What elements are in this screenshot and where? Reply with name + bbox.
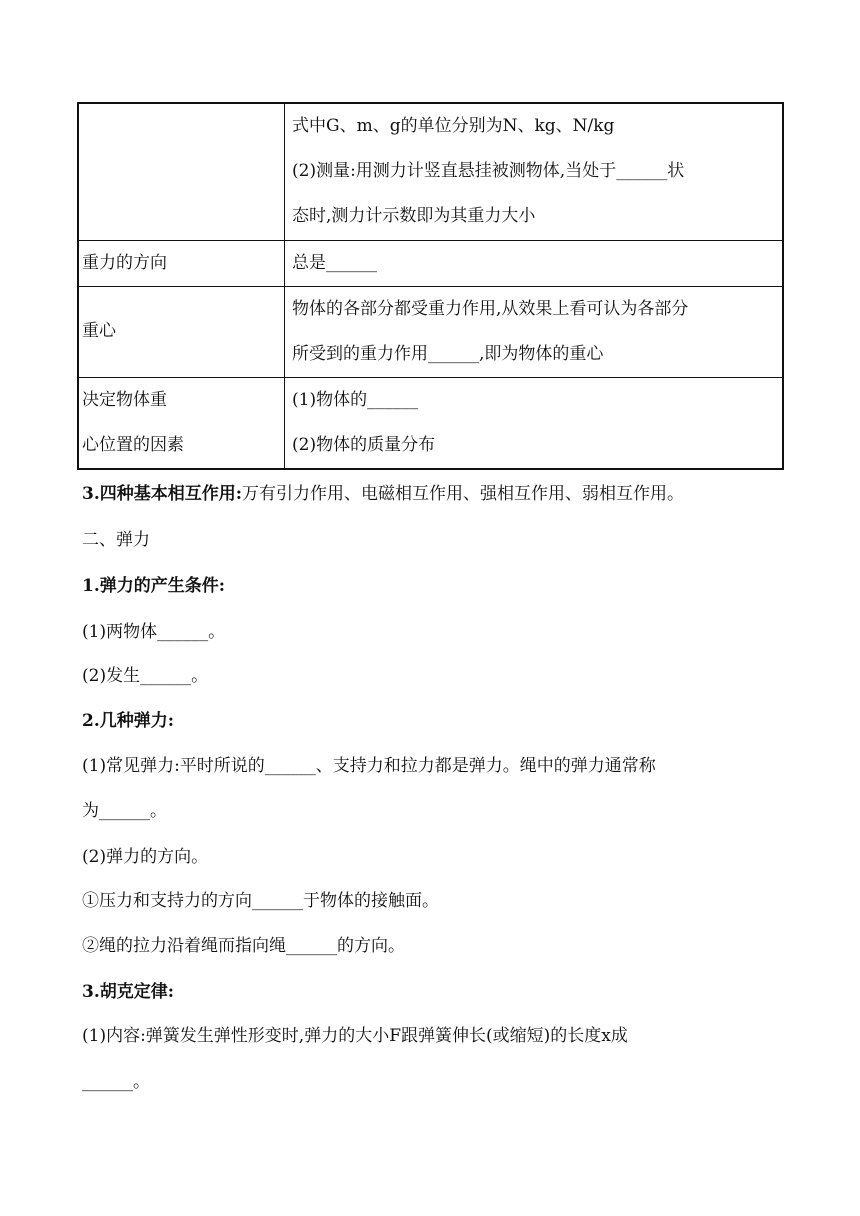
paragraph-line: 为______。 — [82, 801, 167, 821]
paragraph-line: ②绳的拉力沿着绳而指向绳______的方向。 — [82, 936, 405, 956]
paragraph-line: (1)内容:弹簧发生弹性形变时,弹力的大小F跟弹簧伸长(或缩短)的长度x成 — [82, 1026, 628, 1046]
paragraph-line: ______。 — [82, 1072, 150, 1092]
table-row — [78, 103, 783, 240]
paragraph-line: (1)两物体______。 — [82, 622, 226, 642]
table-text-line: 所受到的重力作用______,即为物体的重心 — [292, 343, 604, 364]
table-label-line: 重心 — [82, 321, 116, 341]
table-label-line: 心位置的因素 — [82, 434, 184, 455]
table-row — [78, 240, 783, 286]
table-content-cell — [285, 377, 784, 469]
table-content-cell — [285, 103, 784, 240]
table-text-line: 态时,测力计示数即为其重力大小 — [292, 206, 536, 227]
table-text-line: 物体的各部分都受重力作用,从效果上看可认为各部分 — [292, 298, 689, 319]
table-label-cell — [78, 240, 285, 286]
table-row — [78, 377, 783, 469]
table-content-cell — [285, 240, 784, 286]
table-row — [78, 286, 783, 377]
section-title: 二、弹力 — [82, 530, 150, 550]
section-3-paragraph — [82, 482, 684, 506]
table-label-cell — [78, 286, 285, 377]
table-text-line: (2)测量:用测力计竖直悬挂被测物体,当处于______状 — [292, 161, 685, 182]
paragraph-line: (1)常见弹力:平时所说的______、支持力和拉力都是弹力。绳中的弹力通常称 — [82, 756, 656, 776]
table-label-line: 决定物体重 — [82, 389, 167, 410]
table-label-cell — [78, 103, 285, 240]
table-label-line: 重力的方向 — [82, 252, 167, 273]
table-text-line: (2)物体的质量分布 — [292, 434, 436, 455]
table-text-line: (1)物体的______ — [292, 389, 419, 410]
paragraph-line: ①压力和支持力的方向______于物体的接触面。 — [82, 891, 439, 911]
paragraph-line: (2)弹力的方向。 — [82, 847, 209, 867]
table-content-cell — [285, 286, 784, 377]
section-3-text: 万有引力作用、电磁相互作用、强相互作用、弱相互作用。 — [242, 484, 685, 504]
gravity-table — [77, 102, 784, 470]
table-label-cell — [78, 377, 285, 469]
table-text-line: 式中G、m、g的单位分别为N、kg、N/kg — [292, 116, 615, 137]
section-3-heading: 3.四种基本相互作用: — [82, 484, 243, 504]
heading-2: 2.几种弹力: — [82, 711, 175, 731]
paragraph-line: (2)发生______。 — [82, 666, 209, 686]
heading-3: 3.胡克定律: — [82, 982, 175, 1002]
table-text-line: 总是______ — [292, 252, 377, 273]
heading-1: 1.弹力的产生条件: — [82, 576, 226, 596]
